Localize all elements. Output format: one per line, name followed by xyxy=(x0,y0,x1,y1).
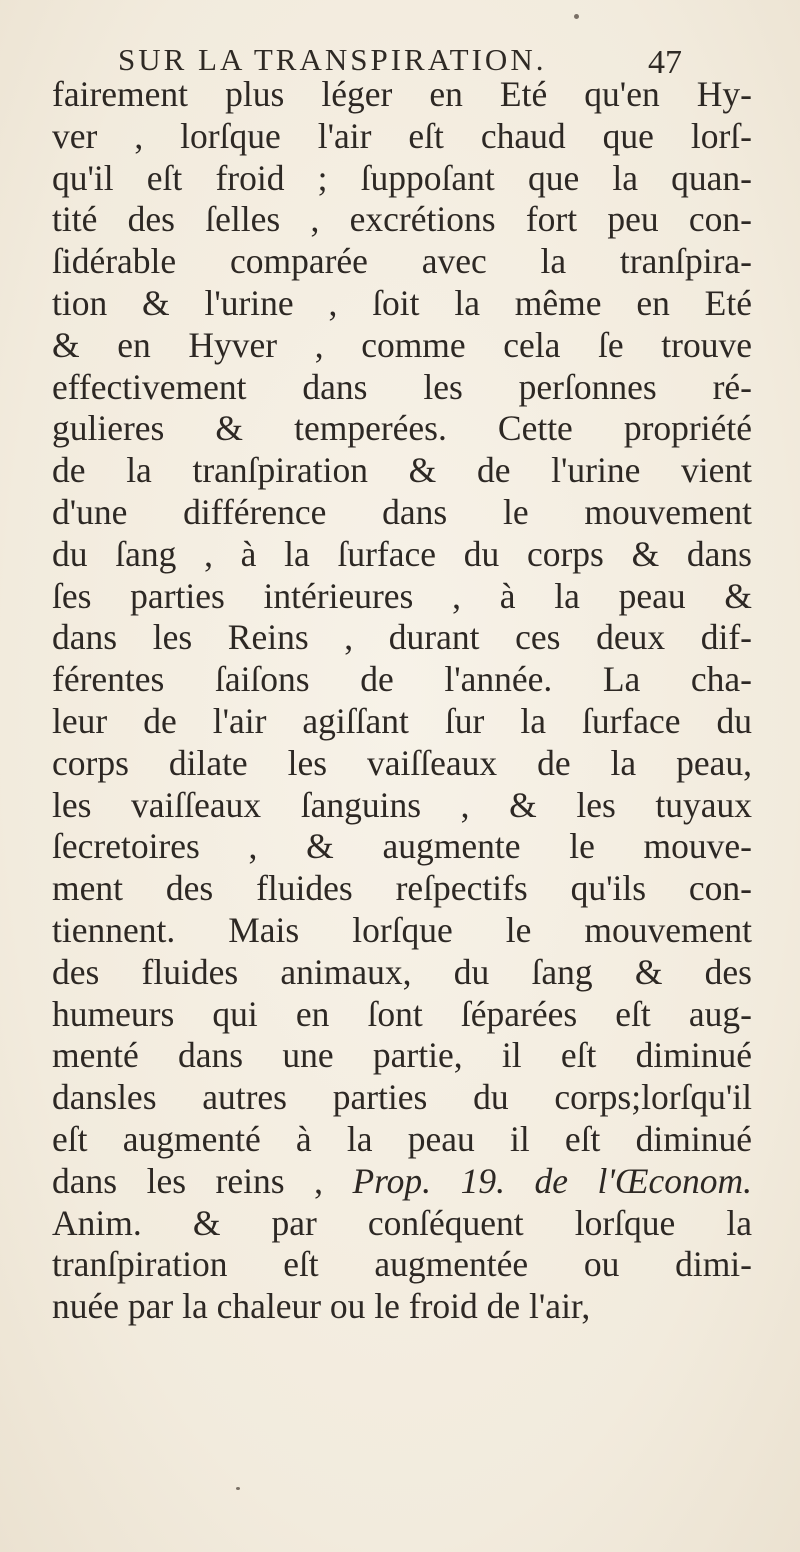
text-line: corps dilate les vaiſſeaux de la peau, xyxy=(52,742,752,783)
paper-speck xyxy=(574,14,579,19)
text-line: menté dans une partie, il eſt diminué xyxy=(52,1035,752,1076)
text-line: tion & l'urine , ſoit la même en Eté xyxy=(52,282,752,323)
running-head xyxy=(118,42,678,78)
text-line: effectivement dans les perſonnes ré- xyxy=(52,366,752,407)
text-line: dansles autres parties du corps;lorſqu'il xyxy=(52,1077,752,1118)
text-line: ſes parties intérieures , à la peau & xyxy=(52,575,752,616)
text-line: tranſpiration eſt augmentée ou dimi- xyxy=(52,1244,752,1285)
text-line-start: dans les reins , xyxy=(52,1160,323,1201)
text-line: des fluides animaux, du ſang & des xyxy=(52,951,752,992)
text-line: ſidérable comparée avec la tranſpira- xyxy=(52,241,752,282)
text-line: d'une différence dans le mouvement xyxy=(52,491,752,532)
text-line: fairement plus léger en Eté qu'en Hy- xyxy=(52,74,752,114)
text-line: tité des ſelles , excrétions fort peu con- xyxy=(52,199,752,240)
text-line: ver , lorſque l'air eſt chaud que lorſ- xyxy=(52,115,752,156)
text-line: dans les Reins , durant ces deux dif- xyxy=(52,617,752,658)
page-number: 47 xyxy=(648,44,682,81)
running-head-title: SUR LA TRANSPIRATION. xyxy=(118,42,547,77)
text-line: tiennent. Mais lorſque le mouvement xyxy=(52,909,752,950)
text-line: & en Hyver , comme cela ſe trouve xyxy=(52,324,752,365)
text-line: ſecretoires , & augmente le mouve- xyxy=(52,826,752,867)
text-line: gulieres & temperées. Cette propriété xyxy=(52,408,752,449)
text-line: Anim. & par conſéquent lorſque la xyxy=(52,1202,752,1243)
text-line: de la tranſpiration & de l'urine vient xyxy=(52,450,752,491)
text-line: du ſang , à la ſurface du corps & dans xyxy=(52,533,752,574)
text-line: eſt augmenté à la peau il eſt diminué xyxy=(52,1118,752,1159)
paper-speck xyxy=(236,1487,240,1490)
text-line: ment des fluides reſpectifs qu'ils con- xyxy=(52,868,752,909)
text-line: nuée par la chaleur ou le froid de l'air, xyxy=(52,1286,591,1327)
text-line: qu'il eſt froid ; ſuppoſant que la quan- xyxy=(52,157,752,198)
body-text xyxy=(52,74,752,1328)
text-line: leur de l'air agiſſant ſur la ſurface du xyxy=(52,700,752,741)
text-line: férentes ſaiſons de l'année. La cha- xyxy=(52,659,752,700)
text-line: humeurs qui en ſont ſéparées eſt aug- xyxy=(52,993,752,1034)
italic-reference: Prop. 19. de l'Œconom. xyxy=(352,1160,753,1201)
text-line: les vaiſſeaux ſanguins , & les tuyaux xyxy=(52,784,752,825)
text-line-with-reference xyxy=(52,1161,752,1203)
